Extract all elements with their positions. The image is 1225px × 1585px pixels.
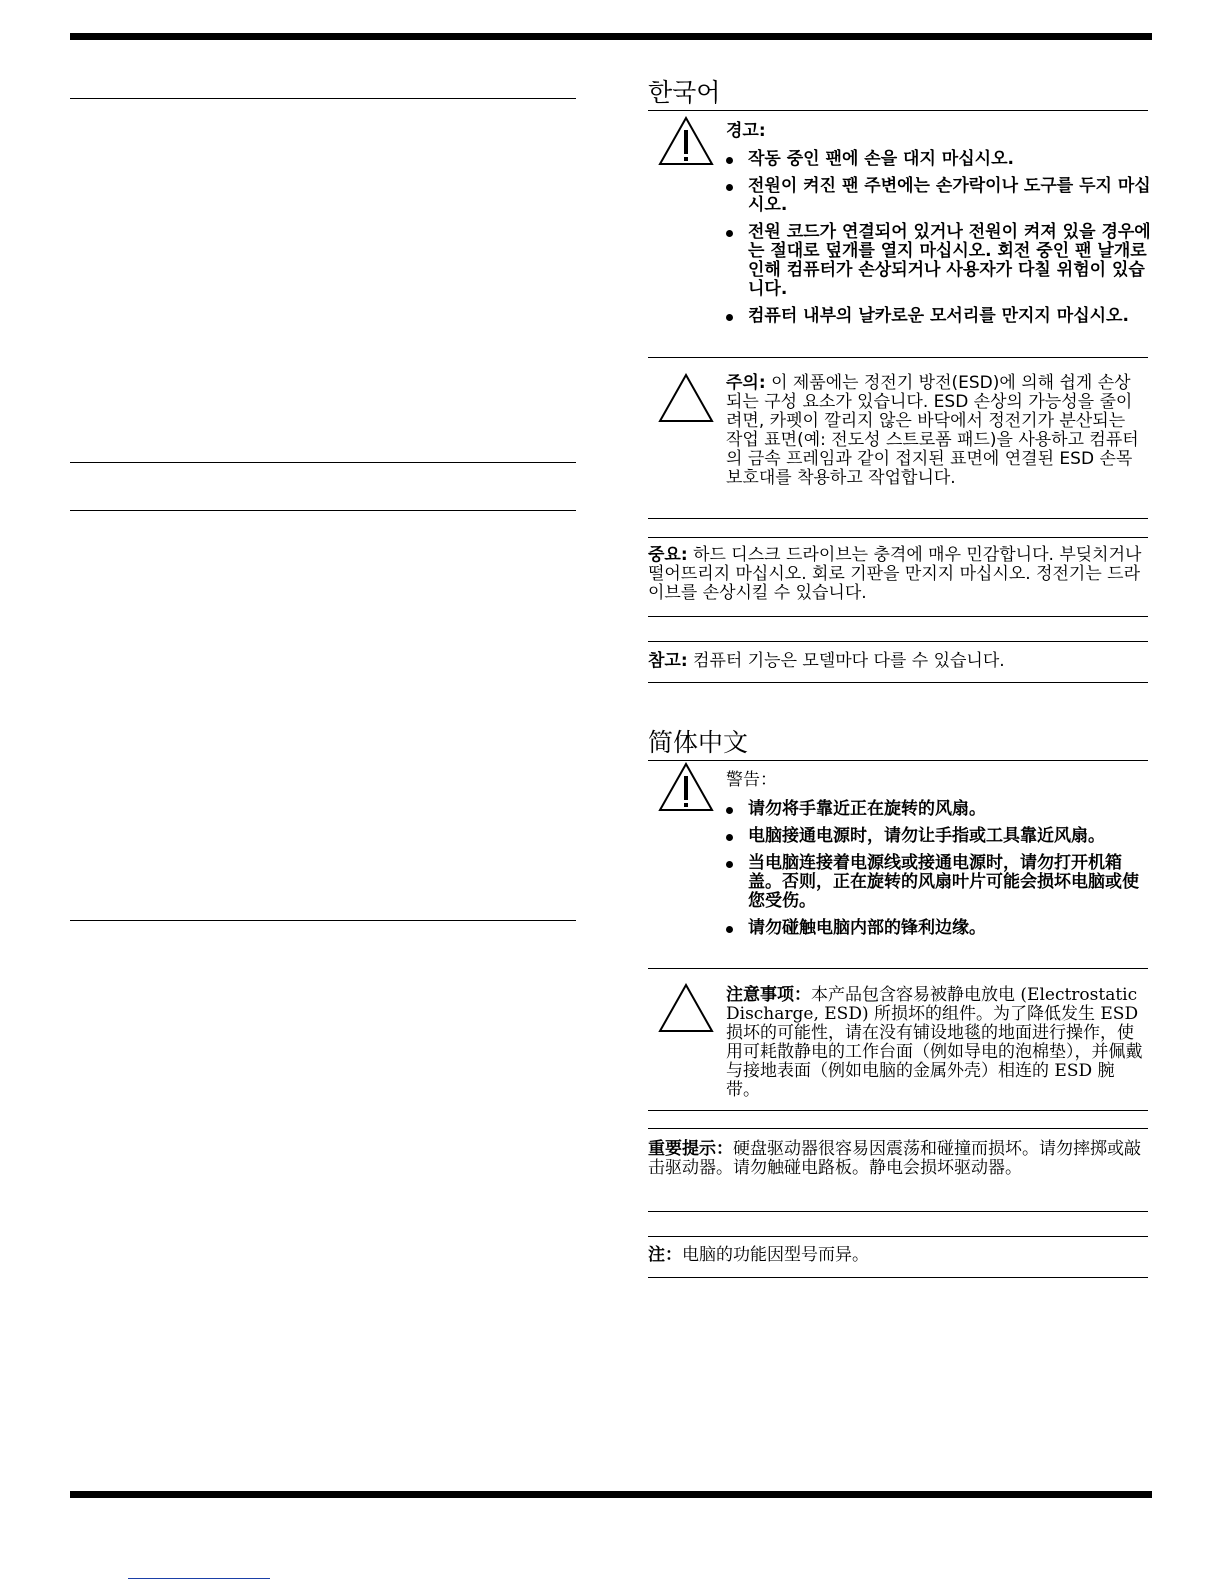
important-label: 重要提示：: [648, 1139, 733, 1159]
note-label: 注：: [648, 1245, 682, 1265]
caution-body: 本产品包含容易被静电放电 (Electrostatic Discharge, ESD) 所损坏的组件。为了降低发生 ESD 损坏的可能性，请在没有铺设地毯的地面进行操作，使用可耗散静电的工作台面（例如导电的泡棉垫），并佩戴与接地表面（例如电脑的金属外壳）相连的 ESD 腕带。: [726, 985, 1143, 1100]
section-heading: 简体中文: [648, 728, 749, 757]
left-column-rule: [70, 98, 576, 99]
warning-list: [722, 800, 1152, 946]
caution-label: 주의:: [726, 373, 766, 393]
note-text: [648, 1246, 1148, 1265]
caution-text: [726, 374, 1146, 488]
warning-list: [722, 150, 1152, 334]
caution-text: [726, 986, 1146, 1100]
divider: [648, 682, 1148, 683]
divider: [648, 1236, 1148, 1237]
divider: [648, 968, 1148, 969]
warning-item: 작동 중인 팬에 손을 대지 마십시오.: [722, 150, 1152, 169]
divider: [648, 1277, 1148, 1278]
section-heading: 한국어: [648, 78, 721, 107]
bottom-rule: [70, 1491, 1152, 1498]
warning-item: 전원 코드가 연결되어 있거나 전원이 켜져 있을 경우에는 절대로 덮개를 열지 마십시오. 회전 중인 팬 날개로 인해 컴퓨터가 손상되거나 사용자가 다칠 위험이 있습니다.: [722, 223, 1152, 299]
important-text: [648, 546, 1148, 603]
footer-link-underline[interactable]: [128, 1578, 270, 1579]
warning-title: 경고:: [726, 121, 766, 141]
left-column-rule: [70, 920, 576, 921]
section-rule: [648, 760, 1148, 761]
important-label: 중요:: [648, 545, 688, 565]
divider: [648, 357, 1148, 358]
warning-triangle-icon: [658, 116, 714, 166]
note-label: 참고:: [648, 651, 688, 671]
important-body: 硬盘驱动器很容易因震荡和碰撞而损坏。请勿摔掷或敲击驱动器。请勿触碰电路板。静电会损坏驱动器。: [648, 1139, 1141, 1178]
note-body: 컴퓨터 기능은 모델마다 다를 수 있습니다.: [693, 651, 1005, 671]
warning-item: 当电脑连接着电源线或接通电源时，请勿打开机箱盖。否则，正在旋转的风扇叶片可能会损坏电脑或使您受伤。: [722, 854, 1152, 911]
divider: [648, 641, 1148, 642]
important-body: 하드 디스크 드라이브는 충격에 매우 민감합니다. 부딪치거나 떨어뜨리지 마십시오. 회로 기판을 만지지 마십시오. 정전기는 드라이브를 손상시킬 수 있습니다.: [648, 545, 1142, 603]
caution-triangle-icon: [658, 373, 714, 423]
warning-triangle-icon: [658, 762, 714, 812]
section-rule: [648, 110, 1148, 111]
left-column-rule: [70, 462, 576, 463]
note-text: [648, 652, 1148, 671]
warning-item: 컴퓨터 내부의 날카로운 모서리를 만지지 마십시오.: [722, 307, 1152, 326]
warning-item: 请勿将手靠近正在旋转的风扇。: [722, 800, 1152, 819]
warning-item: 전원이 켜진 팬 주변에는 손가락이나 도구를 두지 마십시오.: [722, 177, 1152, 215]
divider: [648, 1128, 1148, 1129]
left-column-rule: [70, 510, 576, 511]
warning-item: 请勿碰触电脑内部的锋利边缘。: [722, 919, 1152, 938]
divider: [648, 518, 1148, 519]
caution-triangle-icon: [658, 983, 714, 1033]
divider: [648, 1110, 1148, 1111]
caution-label: 注意事项：: [726, 985, 811, 1005]
divider: [648, 1211, 1148, 1212]
warning-item: 电脑接通电源时，请勿让手指或工具靠近风扇。: [722, 827, 1152, 846]
top-rule: [70, 33, 1152, 40]
divider: [648, 616, 1148, 617]
warning-title: 警告：: [726, 770, 777, 790]
caution-body: 이 제품에는 정전기 방전(ESD)에 의해 쉽게 손상되는 구성 요소가 있습니다. ESD 손상의 가능성을 줄이려면, 카펫이 깔리지 않은 바닥에서 정전기가 분산되는 작업 표면(예: 전도성 스트로폼 패드)을 사용하고 컴퓨터의 금속 프레임과 같이 접지된 표면에 연결된 ESD 손목 보호대를 착용하고 작업합니다.: [726, 373, 1139, 488]
note-body: 电脑的功能因型号而异。: [682, 1245, 869, 1265]
important-text: [648, 1140, 1148, 1178]
divider: [648, 537, 1148, 538]
